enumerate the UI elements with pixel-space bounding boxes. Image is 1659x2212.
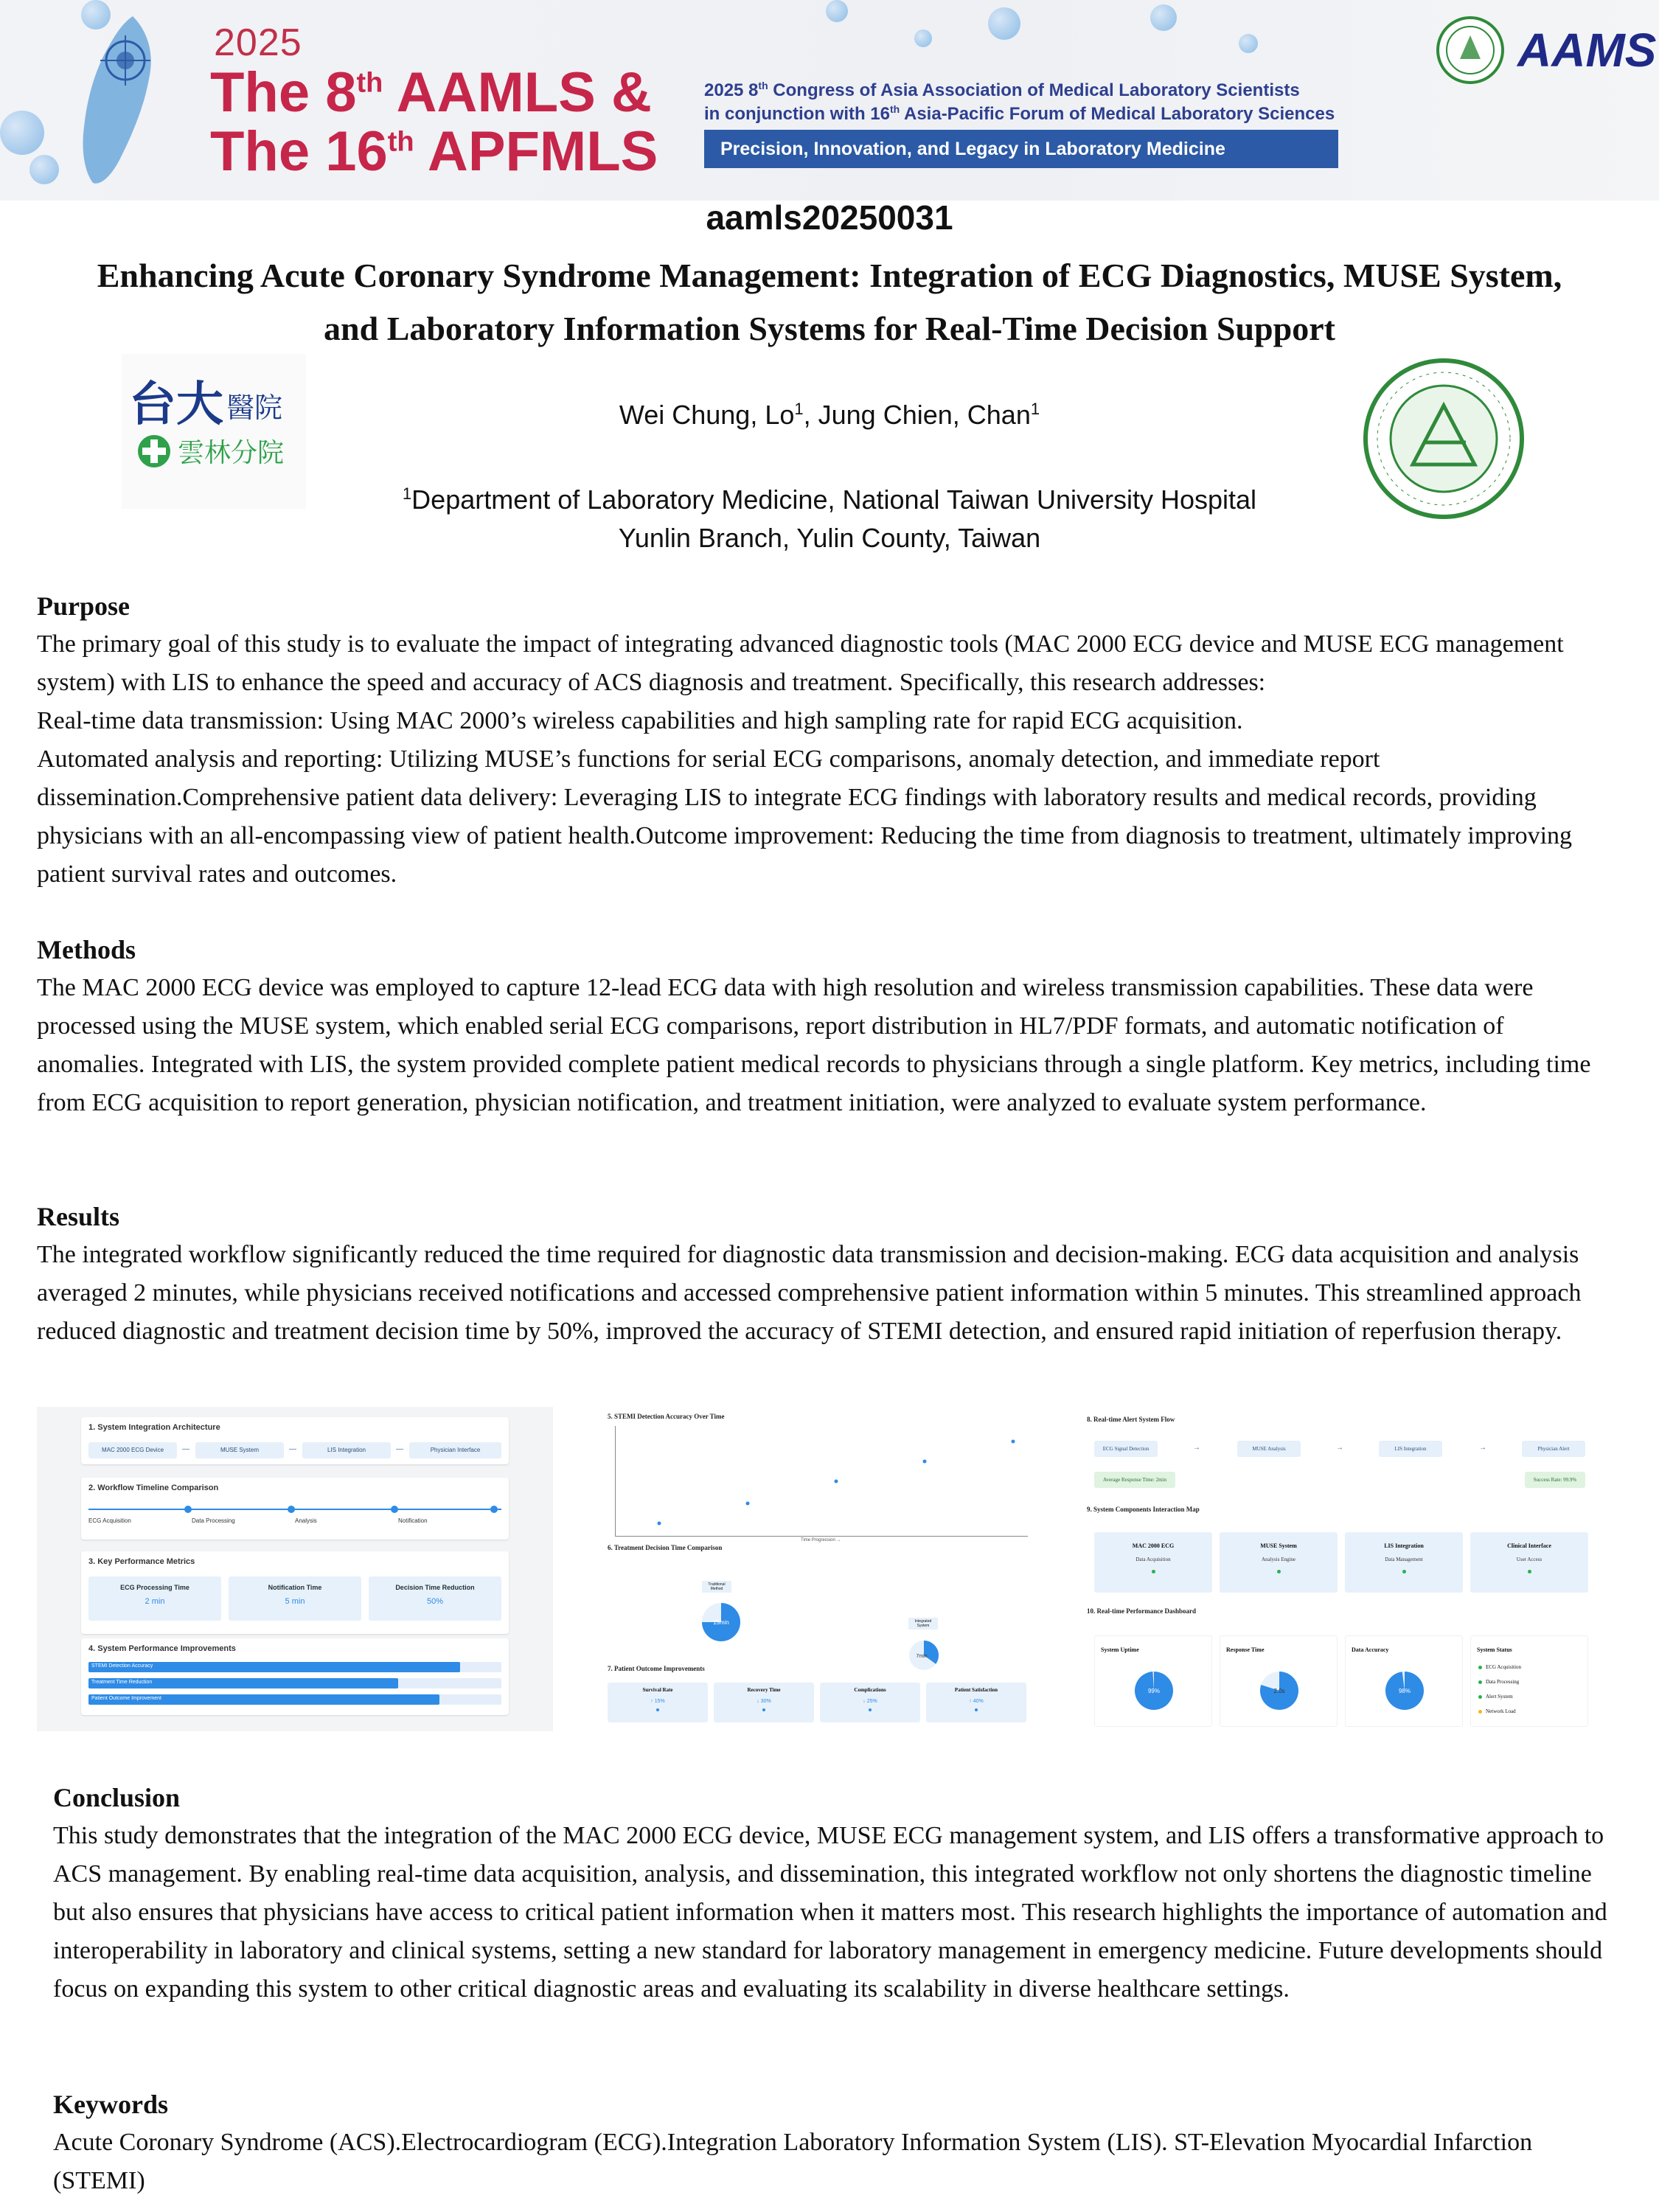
arch-step: MUSE System [195,1442,284,1458]
status-dot-icon [1478,1666,1482,1669]
aams-logo-text: AAMS [1517,24,1657,77]
alert-step: MUSE Analysis [1237,1441,1301,1457]
improvements-title: 4. System Performance Improvements [88,1644,236,1653]
timeline-label: Analysis [295,1517,317,1524]
accuracy-scatter [615,1426,1028,1537]
improvement-bar-label: STEMI Detection Accuracy [91,1663,153,1669]
accuracy-title: 5. STEMI Detection Accuracy Over Time [608,1413,725,1420]
gauge-uptime-value: 99% [1147,1688,1161,1694]
status-row: Data Processing [1478,1679,1519,1685]
arrow-icon: — [182,1445,189,1453]
arch-title: 1. System Integration Architecture [88,1423,220,1432]
alert-step: ECG Signal Detection [1094,1441,1158,1457]
arch-step: LIS Integration [302,1442,391,1458]
affiliation-line-2: Yunlin Branch, Yulin County, Taiwan [618,523,1041,553]
banner-headline-2: The 16th APFMLS [210,120,658,183]
decor-bubble [914,29,932,47]
methods-section [37,931,1607,1122]
status-row: ECG Acquisition [1478,1664,1521,1670]
methods-body: The MAC 2000 ECG device was employed to capture 12-lead ECG data with high resolution and wireless transmission capabilities. These data were processed using the MUSE system, which enabled serial ECG comparisons, report distribution in HL7/PDF formats, and automatic notification of anomalies. Integrated with LIS, the system provided complete patient medical records to physicians through a single platform. Key metrics, including time from ECG acquisition to report generation, physician notification, and treatment initiation, were analyzed to evaluate system performance. [37,974,1591,1116]
component-clinical: Clinical Interface User Access [1470,1532,1588,1593]
arrow-icon: — [396,1445,403,1453]
timeline-title: 2. Workflow Timeline Comparison [88,1484,219,1492]
timeline-dot [288,1506,295,1513]
keywords-section [53,2085,1609,2200]
figure-panel-accuracy [605,1407,1032,1731]
card-improvements [81,1638,509,1715]
x-axis-label: Time Progression → [801,1538,841,1543]
decision-time-title: 6. Treatment Decision Time Comparison [608,1544,723,1551]
arrow-icon: → [1336,1444,1343,1452]
component-mac2000: MAC 2000 ECG Data Acquisition [1094,1532,1212,1593]
figure-panel-architecture [37,1407,553,1731]
purpose-line-2: Real-time data transmission: Using MAC 2000’s wireless capabilities and high sampling rate for rapid ECG acquisition. [37,707,1243,734]
poster-title: Enhancing Acute Coronary Syndrome Management: Integration of ECG Diagnostics, MUSE System, and Laboratory Information Systems for Real-Time Decision Support [97,257,1562,347]
card-kpis [81,1551,509,1634]
kpi-decision-reduction: Decision Time Reduction 50% [369,1576,501,1621]
purpose-heading: Purpose [37,591,130,621]
dash-response: Response Time 2.0s [1220,1635,1338,1727]
decor-bubble [826,0,848,22]
taiwan-map-icon [52,9,177,193]
improvement-bar-label: Patient Outcome Improvement [91,1696,161,1701]
purpose-section [37,587,1607,894]
status-dot-icon [1478,1695,1482,1699]
decor-bubble [0,111,44,155]
gauge-accuracy-value: 98% [1398,1688,1411,1694]
keywords-body: Acute Coronary Syndrome (ACS).Electrocardiogram (ECG).Integration Laboratory Information System (LIS). ST-Elevation Myocardial Infarction (STEMI) [53,2129,1533,2194]
timeline-dot [184,1506,192,1513]
decor-bubble [988,7,1020,40]
banner-motto: Precision, Innovation, and Legacy in Laboratory Medicine [704,130,1338,168]
dash-uptime: System Uptime 99% [1094,1635,1212,1727]
gauge-response-value: 2.0s [1273,1688,1285,1694]
timeline-dot [391,1506,398,1513]
affiliation-line-1: $^1$Department of Laboratory Medicine, National Taiwan University Hospital [402,484,1257,515]
poster-id: aamls20250031 [706,198,953,237]
pie-integrated-value: 7min [916,1654,928,1659]
medical-technologists-seal [1355,354,1532,524]
pie-traditional [699,1600,743,1644]
conclusion-body: This study demonstrates that the integration of the MAC 2000 ECG device, MUSE ECG management system, and LIS offers a transformative approach to ACS management. By enabling real-time data acquisition, analysis, and dissemination, this integrated workflow not only shortens the diagnostic timeline but also ensures that physicians have access to critical patient information when it matters most. This research highlights the importance of automation and interoperability in laboratory and clinical systems, setting a new standard for laboratory management in emergency medicine. Future developments should focus on expanding this system to other critical diagnostic areas and evaluating its scalability in diverse healthcare settings. [53,1822,1607,2003]
conference-banner [0,0,1659,201]
improvement-bar-label: Treatment Time Reduction [91,1680,153,1685]
outcome-complications: Complications ↓ 25% [820,1683,920,1722]
results-body: The integrated workflow significantly reduced the time required for diagnostic data transmission and decision-making. ECG data acquisition and analysis averaged 2 minutes, while physicians received notifications and accessed comprehensive patient information within 5 minutes. This streamlined approach reduced diagnostic and treatment decision time by 50%, improved the accuracy of STEMI detection, and ensured rapid initiation of reperfusion therapy. [37,1241,1582,1345]
status-row: Network Load [1478,1708,1516,1714]
alert-step: LIS Integration [1379,1441,1442,1457]
timeline-line [88,1509,501,1510]
success-rate-chip: Success Rate: 99.9% [1525,1472,1585,1488]
outcome-survival: Survival Rate ↑ 15% [608,1683,708,1722]
dash-status: System Status ECG Acquisition Data Processing Alert System Network Load [1470,1635,1588,1727]
improvement-bar-track [88,1662,501,1672]
timeline-dot [490,1506,498,1513]
dash-accuracy: Data Accuracy 98% [1345,1635,1463,1727]
components-title: 9. System Components Interaction Map [1087,1506,1200,1513]
pie-label-integrated: Integrated System [908,1618,938,1630]
pie-traditional-value: 15min [713,1619,729,1626]
scatter-point [923,1460,927,1464]
purpose-body: The primary goal of this study is to evaluate the impact of integrating advanced diagnostic tools (MAC 2000 ECG device and MUSE ECG management system) with LIS to enhance the speed and accuracy of ACS diagnosis and treatment. Specifically, this research addresses: [37,630,1564,696]
outcome-recovery: Recovery Time ↓ 30% [714,1683,814,1722]
avg-response-chip: Average Response Time: 2min [1094,1472,1175,1488]
component-lis: LIS Integration Data Management [1345,1532,1463,1593]
scatter-point [1012,1440,1015,1444]
improvement-bar-track [88,1678,501,1688]
timeline-label: Notification [398,1517,428,1524]
hospital-logo-name: 台大 [129,378,223,432]
alert-step: Physician Alert [1522,1441,1585,1457]
figure-panel-realtime [1084,1407,1600,1731]
pie-label-traditional: Traditional Method [702,1581,731,1593]
results-section [37,1197,1607,1351]
arrow-icon: → [1479,1444,1486,1452]
timeline-label: ECG Acquisition [88,1517,131,1524]
kpi-notification: Notification Time 5 min [229,1576,361,1621]
aams-logo [1513,19,1657,78]
card-architecture [81,1417,509,1464]
results-heading: Results [37,1202,120,1231]
keywords-heading: Keywords [53,2090,168,2119]
kpi-ecg-processing: ECG Processing Time 2 min [88,1576,221,1621]
congress-line-1: 2025 8th Congress of Asia Association of Medical Laboratory Scientists [704,80,1300,100]
status-row: Alert System [1478,1694,1513,1700]
kpi-title: 3. Key Performance Metrics [88,1557,195,1566]
decor-bubble [1150,4,1177,31]
status-dot-icon [1478,1710,1482,1714]
timeline-label: Data Processing [192,1517,235,1524]
outcome-satisfaction: Patient Satisfaction ↑ 40% [926,1683,1026,1722]
scatter-point [746,1502,750,1506]
scatter-point [658,1522,661,1526]
alert-flow-title: 8. Real-time Alert System Flow [1087,1416,1175,1423]
decor-bubble [1239,34,1258,53]
improvement-bar-track [88,1694,501,1705]
conclusion-section [53,1778,1609,2008]
author-list: Wei Chung, Lo$^1$, Jung Chien, Chan$^1$ [619,400,1040,430]
purpose-line-3: Automated analysis and reporting: Utilizing MUSE’s functions for serial ECG comparisons, anomaly detection, and immediate report dissemination.Comprehensive patient data delivery: Leveraging LIS to integrate ECG findings with laboratory results and medical records, providing physicians with an all-encompassing view of patient health.Outcome improvement: Reducing the time from diagnosis to treatment, ultimately improving patient survival rates and outcomes. [37,745,1573,888]
status-dot-icon [1478,1680,1482,1684]
dashboard-title: 10. Real-time Performance Dashboard [1087,1607,1196,1615]
card-timeline [81,1478,509,1540]
arrow-icon: → [1193,1444,1200,1452]
congress-line-2: in conjunction with 16th Asia-Pacific Forum of Medical Laboratory Sciences [704,103,1335,124]
arch-step: MAC 2000 ECG Device [88,1442,177,1458]
component-muse: MUSE System Analysis Engine [1220,1532,1338,1593]
hospital-logo-type: 醫院 [226,392,283,424]
conclusion-heading: Conclusion [53,1783,181,1812]
association-seal-icon [1435,15,1506,86]
arch-step: Physician Interface [409,1442,501,1458]
arrow-icon: — [289,1445,296,1453]
outcomes-title: 7. Patient Outcome Improvements [608,1665,705,1672]
methods-heading: Methods [37,935,136,964]
pie-integrated [905,1637,942,1674]
banner-headline-1: The 8th AAMLS & [210,61,652,124]
hospital-logo-branch: 雲林分院 [178,438,285,468]
scatter-point [835,1480,838,1484]
banner-year: 2025 [214,21,302,64]
